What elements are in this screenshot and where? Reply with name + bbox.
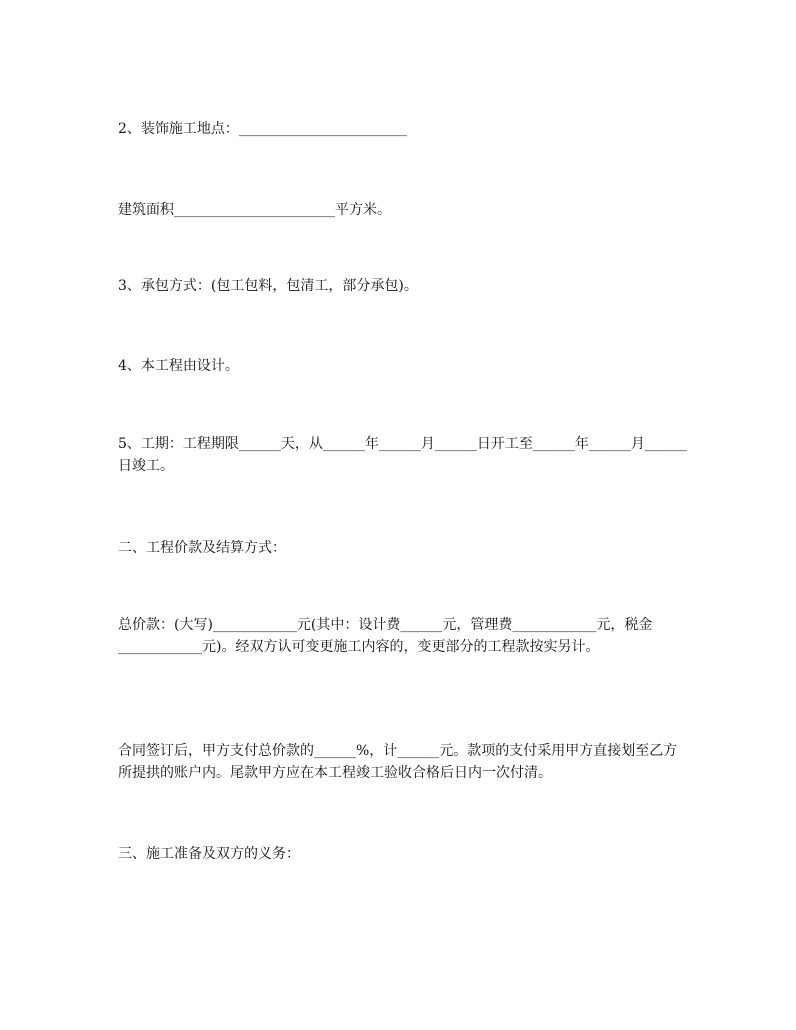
paragraph-payment: 合同签订后，甲方支付总价款的______%，计______元。款项的支付采用甲方直接划至乙方所提拱的账户内。尾款甲方应在本工程竣工验收合格后日内一次付清。	[118, 743, 678, 781]
paragraph-total-price: 总价款：(大写)____________元(其中：设计费______元，管理费____________元，税金____________元)。经双方认可变更施工内容的，变更部分的工程款按实另计。	[118, 617, 653, 655]
paragraph-designer: 4、本工程由设计。	[118, 358, 239, 374]
paragraph-building-area: 建筑面积_______________________平方米。	[118, 202, 391, 218]
paragraph-schedule: 5、工期：工程期限______天，从______年______月______日开工至______年______月______日竣工。	[118, 436, 687, 474]
paragraph-site-location: 2、装饰施工地点：________________________	[118, 121, 407, 137]
section-heading-obligations: 三、施工准备及双方的义务：	[118, 846, 300, 862]
section-heading-price: 二、工程价款及结算方式：	[118, 540, 286, 556]
paragraph-contract-mode: 3、承包方式：(包工包料，包清工，部分承包)。	[118, 278, 418, 294]
